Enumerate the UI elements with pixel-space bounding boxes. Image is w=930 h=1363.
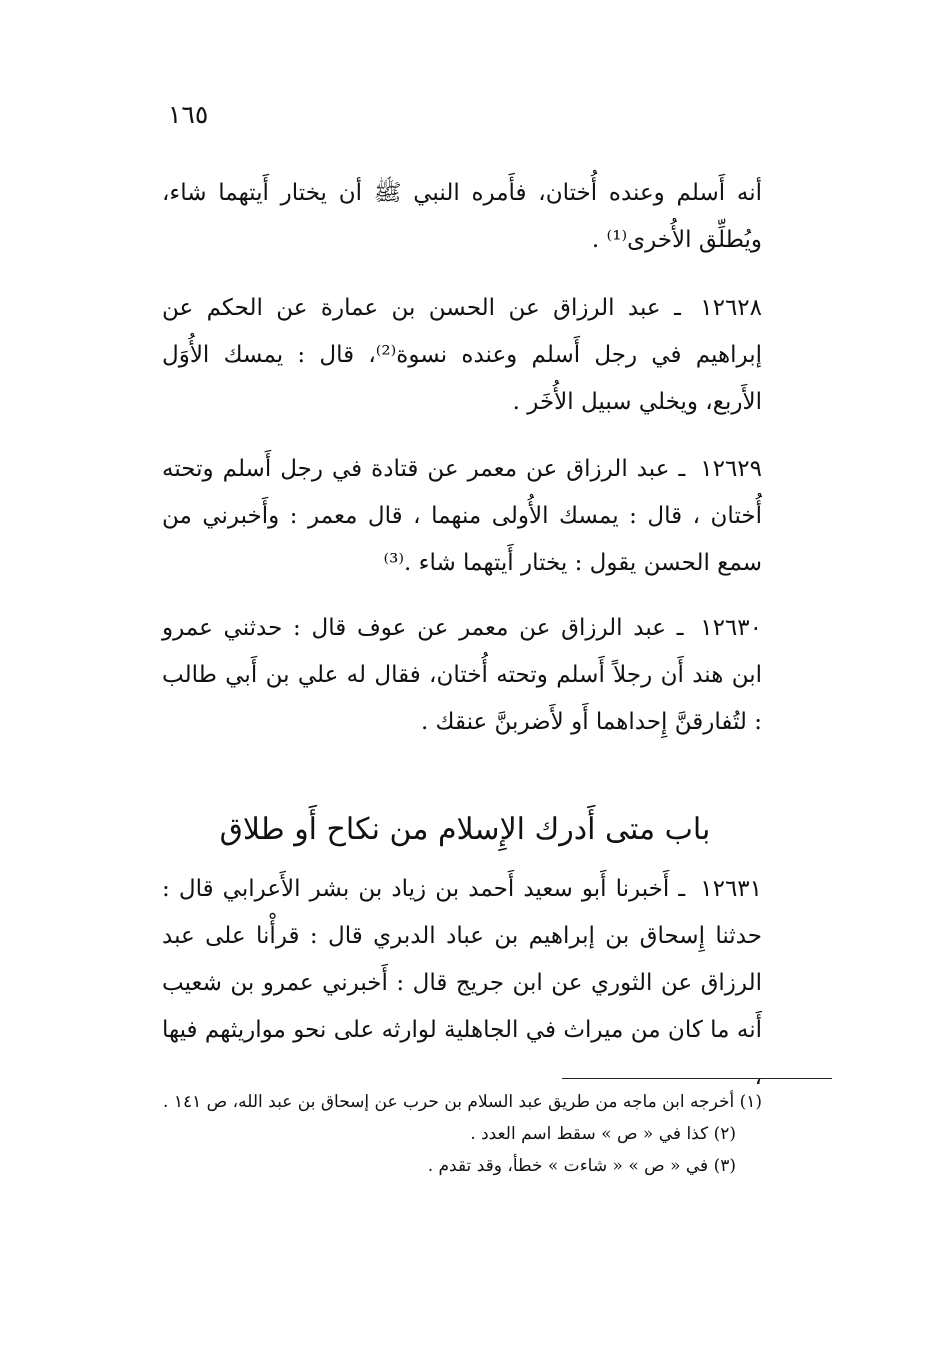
hadith-number: ١٢٦٣١	[700, 876, 763, 902]
hadith-text: عبد الرزاق عن معمر عن عوف قال : حدثني عمرو ابن هند أَن رجلاً أَسلم وتحته أُختان، فقال له علي بن أَبي طالب : لتُفارقنَّ إِحداهما أَو لأَضربنَّ عنقك .	[162, 615, 762, 735]
footnote-divider	[562, 1078, 832, 1079]
hadith-number: ١٢٦٢٨	[700, 295, 763, 321]
dash: ـ	[676, 615, 684, 641]
hadith-text: أَخبرنا أَبو سعيد أَحمد بن زياد بن بشر الأَعرابي قال : حدثنا إِسحاق بن إبراهيم بن عباد الدبري قال : قرأْنا على عبد الرزاق عن الثوري عن ابن جريج قال : أَخبرني عمرو بن شعيب أَنه ما كان من ميراث في الجاهلية لوارثه على نحو مواريثهم فيها ،	[162, 876, 762, 1090]
continuation-paragraph	[162, 170, 762, 264]
section-title: باب متى أَدرك الإِسلام من نكاح أَو طلاق	[219, 812, 711, 847]
footnote-1: (١) أخرجه ابن ماجه من طريق عبد السلام بن حرب عن إسحاق بن عبد الله، ص ١٤١ .	[163, 1092, 762, 1112]
footnote-2: (٢) كذا في « ص » سقط اسم العدد .	[470, 1124, 736, 1144]
hadith-text: عبد الرزاق عن الحسن بن عمارة عن الحكم عن إبراهيم في رجل أَسلم وعنده نسوة⁽²⁾، قال : يمسك الأُوَل الأَربع، ويخلي سبيل الأُخَر .	[162, 295, 762, 415]
hadith-number: ١٢٦٣٠	[700, 615, 762, 641]
hadith-12630	[162, 605, 762, 746]
hadith-12631	[162, 866, 762, 1101]
dash: ـ	[678, 876, 686, 902]
page-number: ١٦٥	[168, 100, 209, 129]
hadith-12628	[162, 285, 762, 426]
hadith-number: ١٢٦٢٩	[700, 456, 763, 482]
footnote-3: (٣) في « ص » « شاءت » خطأ، وقد تقدم .	[427, 1156, 736, 1176]
hadith-12629	[162, 446, 762, 587]
hadith-text: عبد الرزاق عن معمر عن قتادة في رجل أَسلم وتحته أُختان ، قال : يمسك الأُولى منهما ، قال معمر : وأَخبرني من سمع الحسن يقول : يختار أَيتهما شاء .⁽³⁾	[162, 456, 762, 576]
continuation-text: أنه أَسلم وعنده أُختان، فأَمره النبي ﷺ أن يختار أَيتهما شاء، ويُطلِّق الأُخرى⁽¹⁾ .	[162, 180, 762, 253]
footnotes	[162, 1086, 762, 1182]
dash: ـ	[678, 456, 686, 482]
dash: ـ	[674, 295, 681, 321]
